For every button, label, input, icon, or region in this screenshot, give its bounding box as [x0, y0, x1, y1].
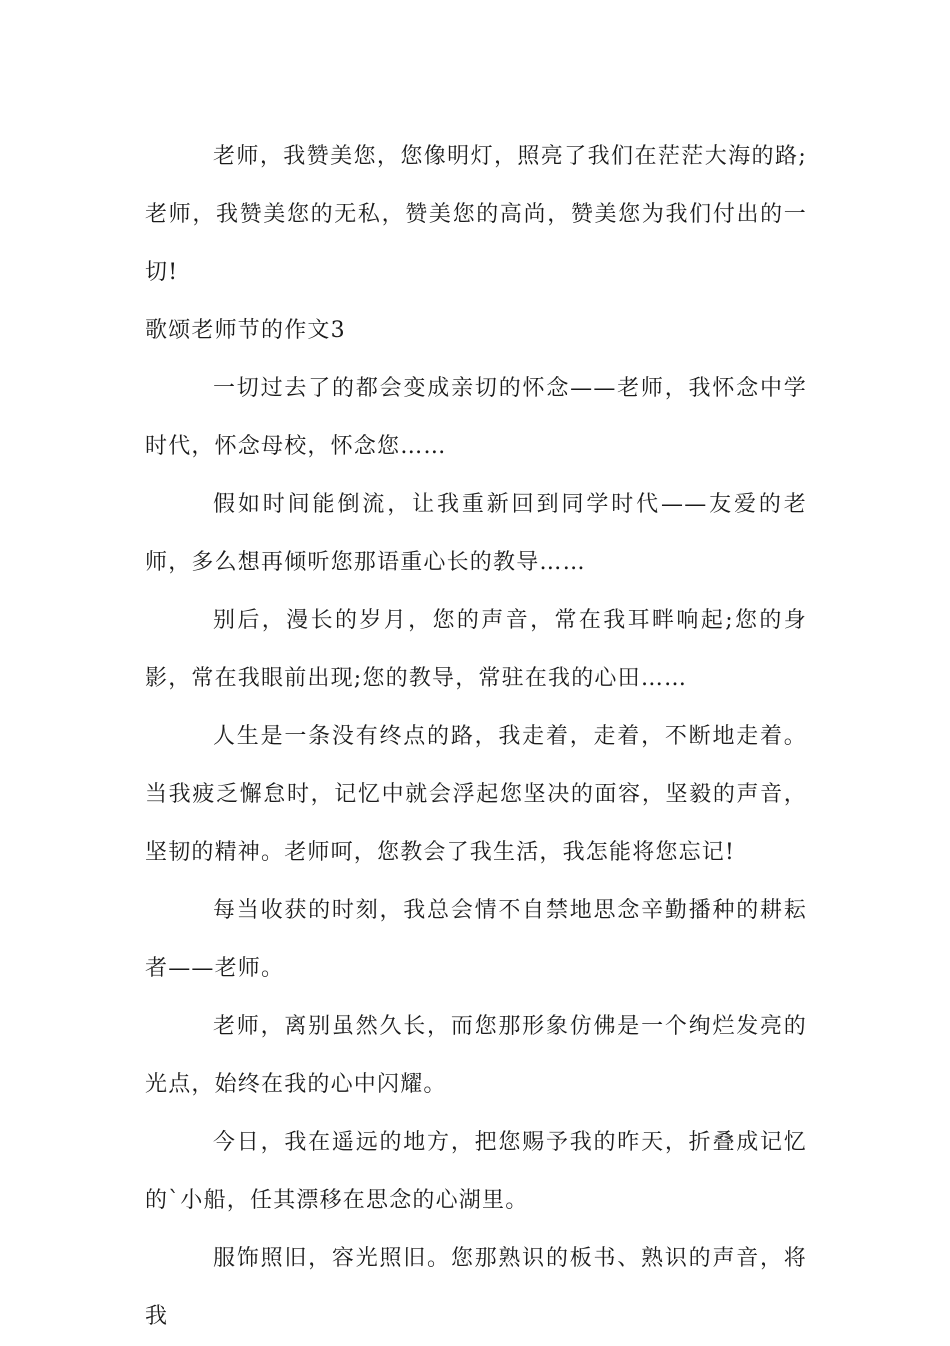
paragraph-harvest: 每当收获的时刻，我总会情不自禁地思念辛勤播种的耕耘者——老师。 — [145, 898, 807, 981]
paragraph-praise: 老师，我赞美您，您像明灯，照亮了我们在茫茫大海的路;老师，我赞美您的无私，赞美您的高尚，赞美您为我们付出的一切! — [145, 144, 807, 285]
paragraph-light-point: 老师，离别虽然久长，而您那形象仿佛是一个绚烂发亮的光点，始终在我的心中闪耀。 — [145, 1014, 807, 1097]
paragraph-memory: 一切过去了的都会变成亲切的怀念——老师，我怀念中学时代，怀念母校，怀念您…… — [145, 376, 807, 459]
section-heading: 歌颂老师节的作文3 — [145, 318, 346, 343]
paragraph-life-road: 人生是一条没有终点的路，我走着，走着，不断地走着。当我疲乏懈怠时，记忆中就会浮起您坚决的面容，坚毅的声音，坚韧的精神。老师呵，您教会了我生活，我怎能将您忘记! — [145, 724, 807, 865]
paragraph-farewell: 别后，漫长的岁月，您的声音，常在我耳畔响起;您的身影，常在我眼前出现;您的教导，常驻在我的心田…… — [145, 608, 807, 691]
document-body — [145, 128, 807, 1346]
paragraph-unchanged: 服饰照旧，容光照旧。您那熟识的板书、熟识的声音，将我 — [145, 1246, 807, 1329]
paragraph-boat: 今日，我在遥远的地方，把您赐予我的昨天，折叠成记忆的`小船，任其漂移在思念的心湖里。 — [145, 1130, 807, 1213]
paragraph-time-reverse: 假如时间能倒流，让我重新回到同学时代——友爱的老师，多么想再倾听您那语重心长的教导…… — [145, 492, 807, 575]
